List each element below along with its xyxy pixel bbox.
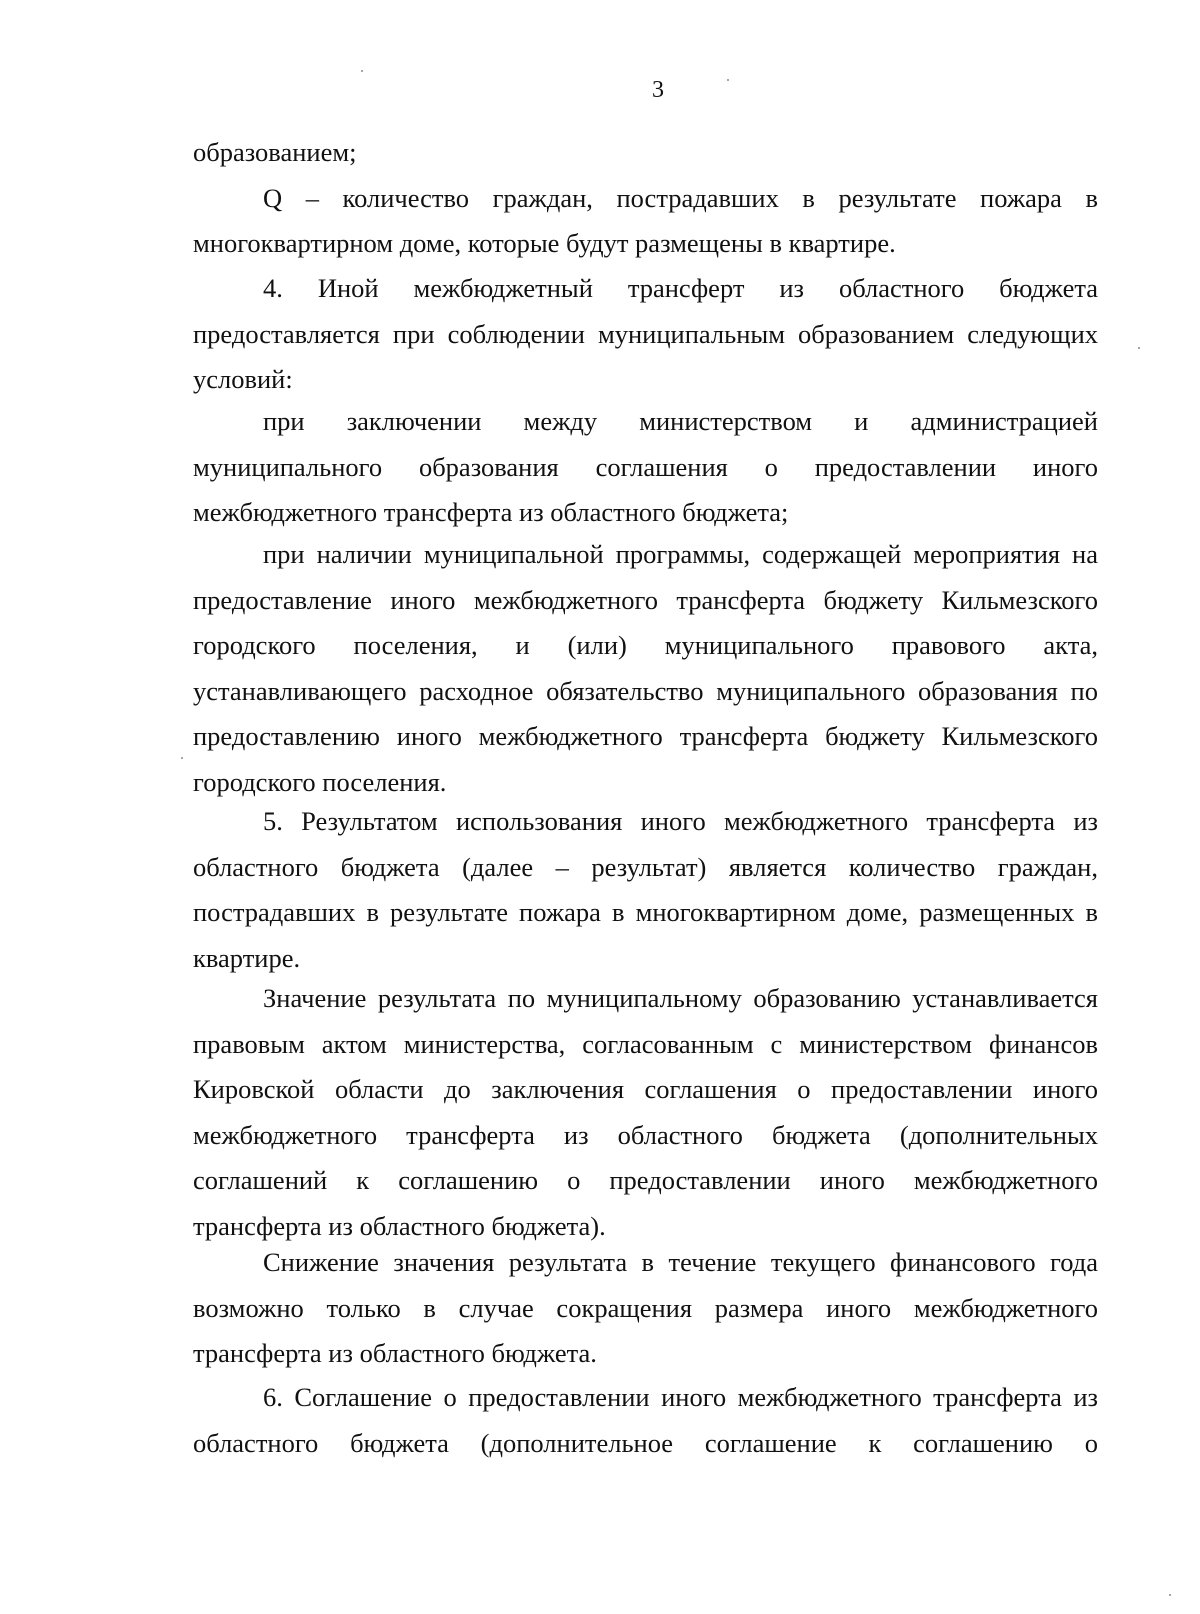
paragraph-4: при заключении между министерством и администрацией муниципального образования соглашения о предоставлении иного межбюджетного трансферта из областного бюджета; — [193, 406, 1098, 527]
paragraph-2: Q – количество граждан, пострадавших в результате пожара в многоквартирном доме, которые будут размещены в квартире. — [193, 182, 1098, 258]
paragraph-3: 4. Иной межбюджетный трансферт из областного бюджета предоставляется при соблюдении муниципальным образованием следующих условий: — [193, 273, 1098, 394]
body-text — [193, 266, 1098, 403]
paragraph-7: Значение результата по муниципальному образованию устанавливается правовым актом министерства, согласованным с министерством финансов Кировской области до заключения соглашения о предоставлении иного межбюджетного трансферта из областного бюджета (дополнительных соглашений к соглашению о предоставлении иного межбюджетного трансферта из областного бюджета). — [193, 983, 1098, 1241]
body-text — [193, 1375, 1098, 1466]
paragraph-1: образованием; — [193, 137, 357, 167]
paragraph-8: Снижение значения результата в течение текущего финансового года возможно только в случае сокращения размера иного межбюджетного трансферта из областного бюджета. — [193, 1247, 1098, 1368]
paragraph-9: 6. Соглашение о предоставлении иного межбюджетного трансферта из областного бюджета (дополнительное соглашение к соглашению о — [193, 1382, 1098, 1458]
scan-speck — [1138, 347, 1140, 349]
body-text — [193, 976, 1098, 1249]
paragraph-5: при наличии муниципальной программы, содержащей мероприятия на предоставление иного межбюджетного трансферта бюджету Кильмезского городского поселения, и (или) муниципального правового акта, устанавливающего расходное обязательство муниципального образования по предоставлению иного межбюджетного трансферта бюджету Кильмезского городского поселения. — [193, 539, 1098, 797]
scan-speck — [1169, 1594, 1171, 1596]
scan-speck — [727, 79, 729, 81]
paragraph-6: 5. Результатом использования иного межбюджетного трансферта из областного бюджета (далее – результат) является количество граждан, пострадавших в результате пожара в многоквартирном доме, размещенных в квартире. — [193, 806, 1098, 973]
scan-speck — [181, 757, 183, 759]
page-number: 3 — [652, 77, 664, 103]
body-text — [193, 1240, 1098, 1377]
body-text — [193, 399, 1098, 536]
body-text — [193, 130, 1098, 267]
body-text — [193, 799, 1098, 981]
scan-speck — [361, 70, 363, 72]
body-text — [193, 532, 1098, 805]
